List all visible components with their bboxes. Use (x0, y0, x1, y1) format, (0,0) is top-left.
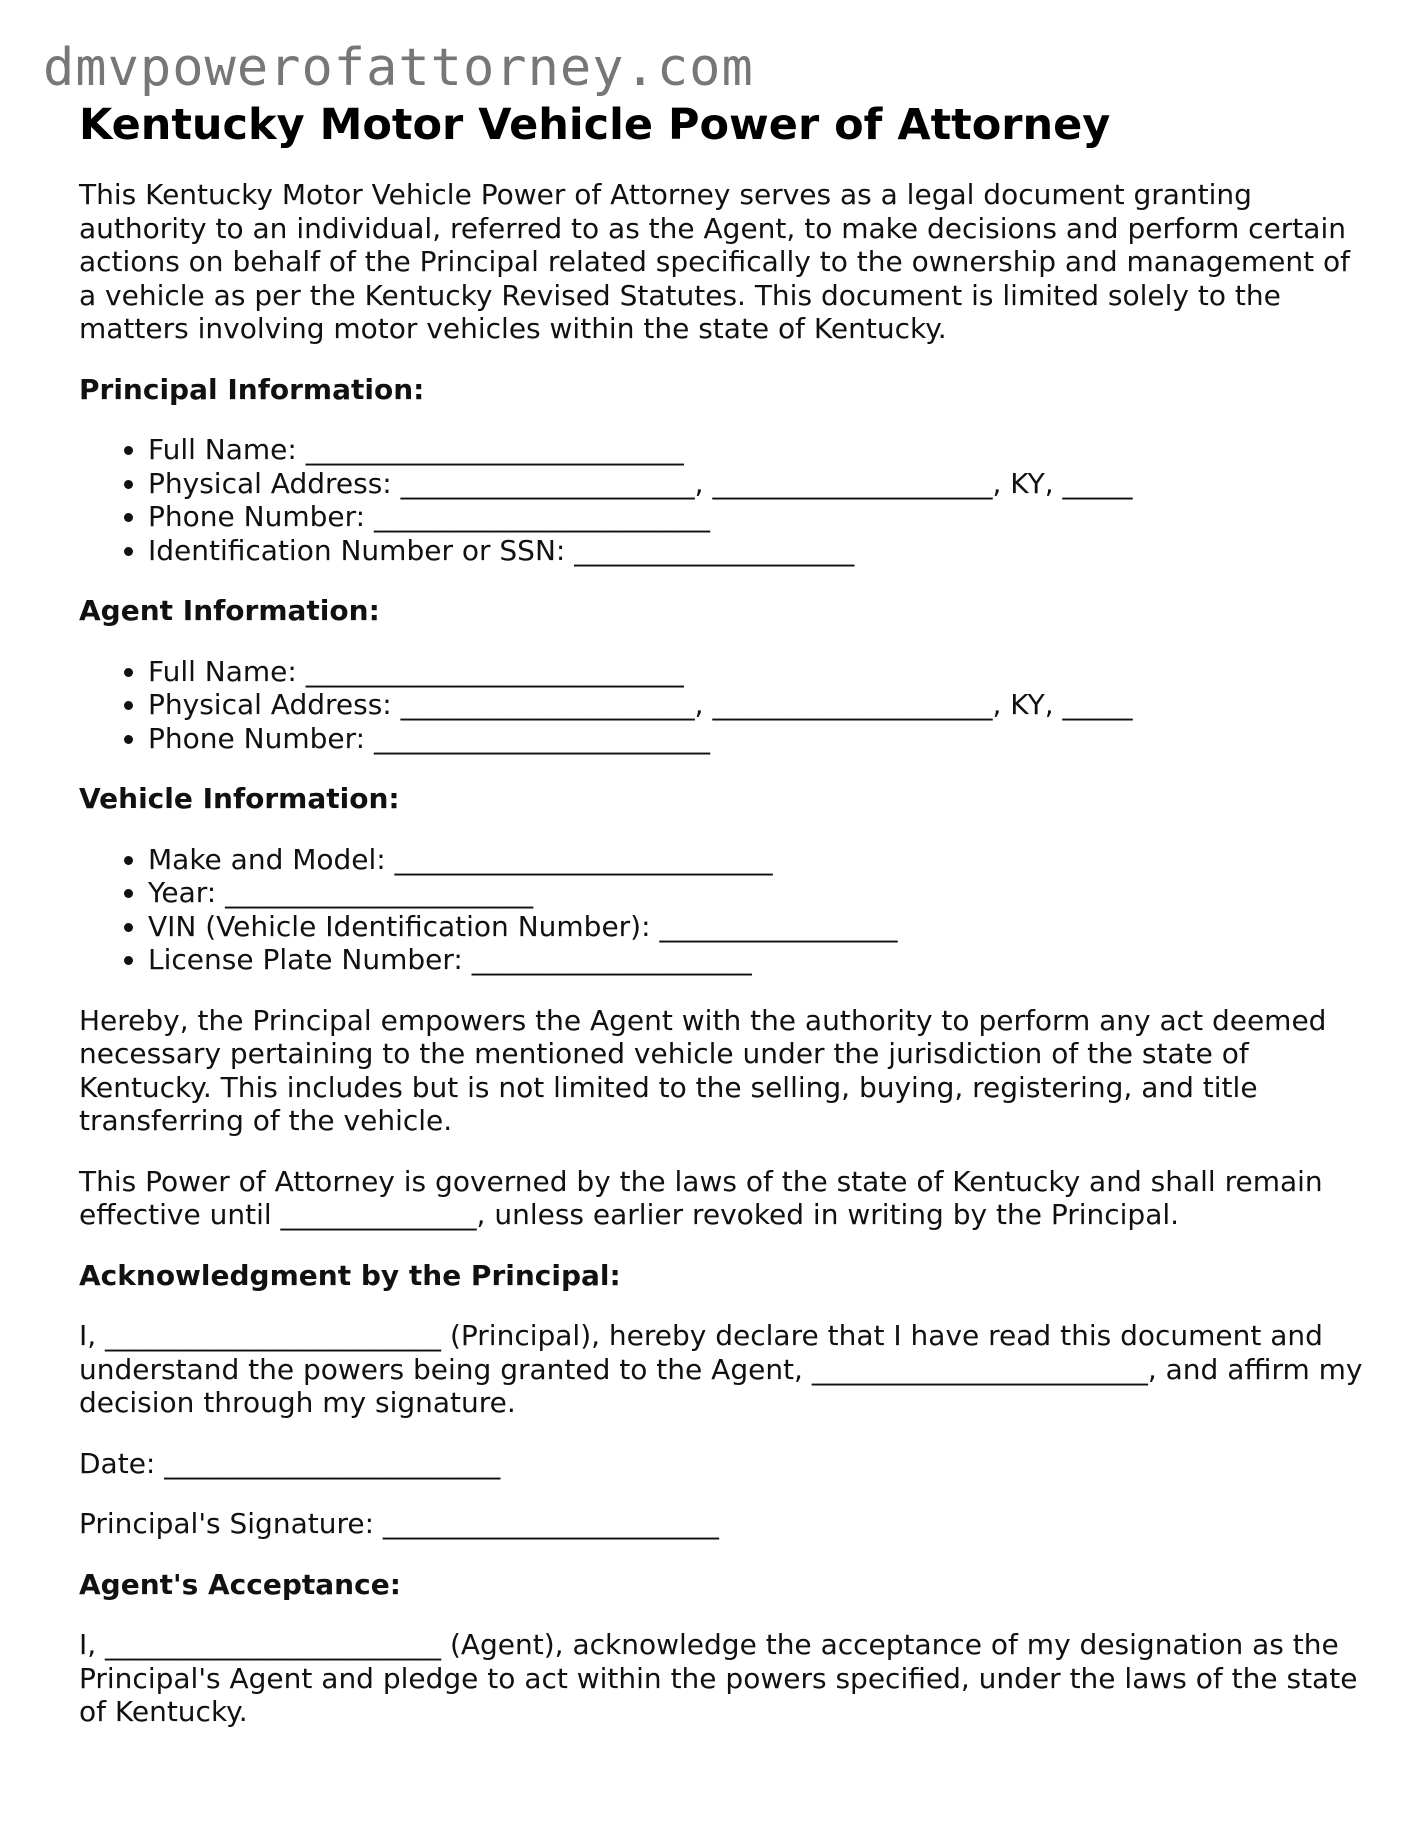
agent-phone-field: • Phone Number: ________________________ (148, 722, 1369, 756)
vehicle-make-model-field: • Make and Model: ___________________________ (148, 843, 1369, 877)
agent-list (79, 655, 1369, 756)
governing-law-paragraph: This Power of Attorney is governed by the laws of the state of Kentucky and shall remain effective until ______________, unless earlier revoked in writing by the Principal. (79, 1164, 1323, 1231)
acknowledgment-date-field: Date: ________________________ (79, 1446, 501, 1480)
agent-heading: Agent Information: (79, 594, 380, 627)
authority-paragraph: Hereby, the Principal empowers the Agent with the authority to perform any act deemed necessary pertaining to the mentioned vehicle under the jurisdiction of the state of Kentucky. This includes but is not limited to the selling, buying, registering, and title transferring of the vehicle. (79, 1003, 1327, 1137)
principal-phone-field: • Phone Number: ________________________ (148, 500, 1369, 534)
acknowledgment-heading: Acknowledgment by the Principal: (79, 1258, 621, 1292)
vehicle-list (79, 843, 1369, 977)
site-watermark: dmvpowerofattorney.com (43, 38, 754, 98)
acknowledgment-paragraph: I, ________________________ (Principal), hereby declare that I have read this document and understand the powers being granted to the Agent, ________________________, and affirm my decision through my signature. (79, 1319, 1363, 1419)
acceptance-heading: Agent's Acceptance: (79, 1567, 401, 1601)
principal-address-field: • Physical Address: _____________________, ____________________, KY, _____ (148, 467, 1369, 501)
vehicle-year-field: • Year: ______________________ (148, 876, 1369, 910)
principal-full-name-field: • Full Name: ___________________________ (148, 433, 1369, 467)
principal-signature-field: Principal's Signature: ________________________ (79, 1507, 719, 1540)
principal-heading: Principal Information: (79, 372, 425, 406)
vehicle-plate-field: • License Plate Number: ____________________ (148, 943, 1369, 977)
agent-address-field: • Physical Address: _____________________, ____________________, KY, _____ (148, 688, 1369, 722)
document-title: Kentucky Motor Vehicle Power of Attorney (79, 100, 1111, 150)
principal-list (79, 433, 1369, 567)
vehicle-heading: Vehicle Information: (79, 782, 400, 815)
principal-id-field: • Identification Number or SSN: ____________________ (148, 534, 1369, 568)
document-content (79, 98, 1369, 1756)
agent-full-name-field: • Full Name: ___________________________ (148, 655, 1369, 689)
vehicle-vin-field: • VIN (Vehicle Identification Number): _________________ (148, 910, 1369, 944)
intro-paragraph: This Kentucky Motor Vehicle Power of Attorney serves as a legal document granting authority to an individual, referred to as the Agent, to make decisions and perform certain actions on behalf of the Principal related specifically to the ownership and management of a vehicle as per the Kentucky Revised Statutes. This document is limited solely to the matters involving motor vehicles within the state of Kentucky. (79, 178, 1350, 345)
acceptance-paragraph: I, ________________________ (Agent), acknowledge the acceptance of my designation as the Principal's Agent and pledge to act within the powers specified, under the laws of the state of Kentucky. (79, 1628, 1358, 1728)
